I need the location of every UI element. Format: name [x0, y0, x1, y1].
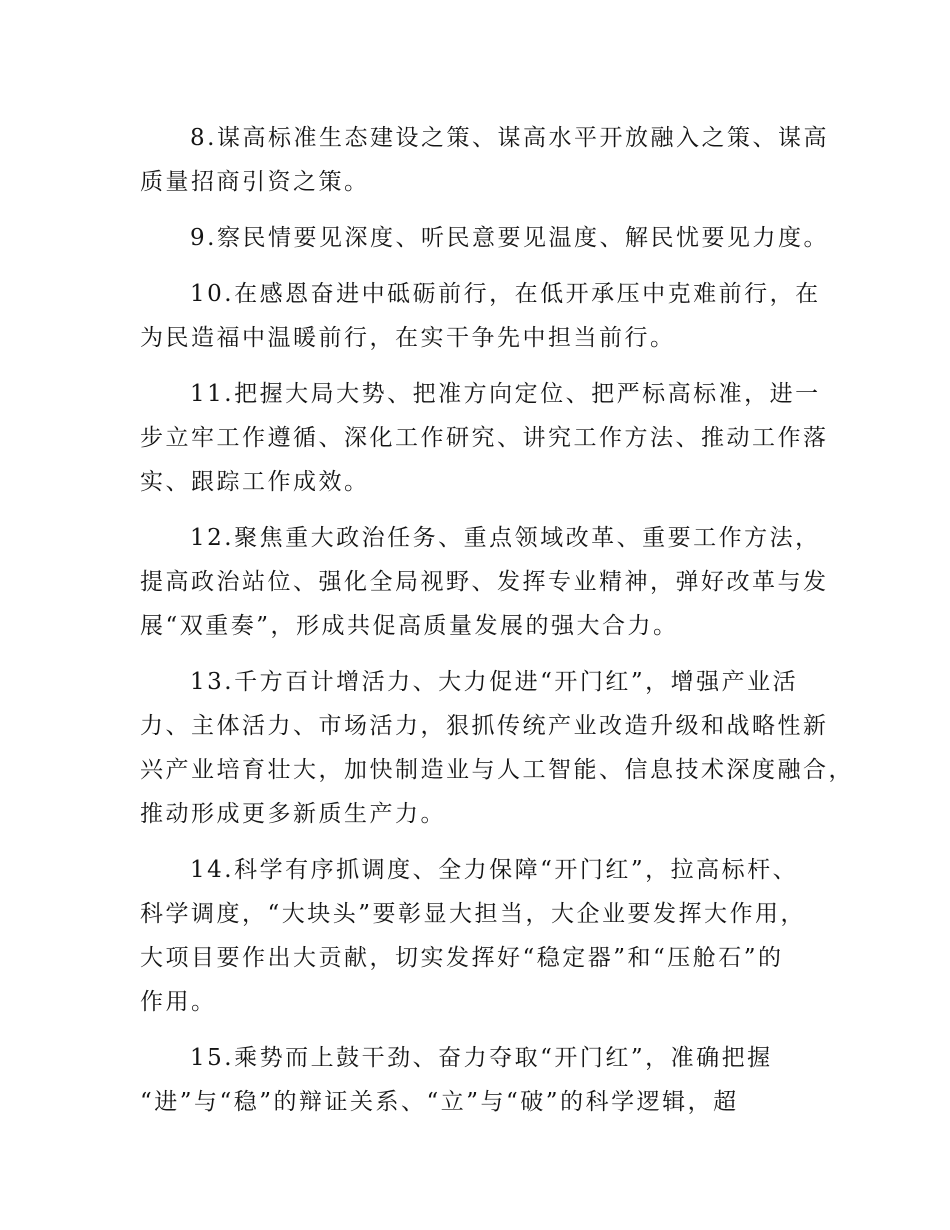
- paragraph-line: 8.谋高标准生态建设之策、谋高水平开放融入之策、谋高: [190, 125, 829, 151]
- paragraph-11: [140, 372, 829, 504]
- paragraph-15: [140, 1036, 810, 1124]
- paragraph-line: “进”与“稳”的辩证关系、“立”与“破”的科学逻辑，超: [140, 1089, 739, 1115]
- paragraph-line: 推动形成更多新质生产力。: [140, 801, 446, 827]
- paragraph-12: [140, 516, 829, 648]
- paragraph-line: 9.察民情要见深度、听民意要见温度、解民忧要见力度。: [190, 225, 829, 251]
- paragraph-line: 提高政治站位、强化全局视野、发挥专业精神，弹好改革与发: [140, 569, 829, 595]
- paragraph-line: 作用。: [140, 989, 217, 1015]
- paragraph-line: 为民造福中温暖前行，在实干争先中担当前行。: [140, 325, 676, 351]
- paragraph-10: [140, 272, 821, 360]
- paragraph-line: 13.千方百计增活力、大力促进“开门红”，增强产业活: [190, 669, 799, 695]
- paragraph-line: 大项目要作出大贡献，切实发挥好“稳定器”和“压舱石”的: [140, 945, 784, 971]
- paragraph-14: [140, 848, 810, 1024]
- paragraph-line: 步立牢工作遵循、深化工作研究、讲究工作方法、推动工作落: [140, 425, 829, 451]
- paragraph-line: 科学调度，“大块头”要彰显大担当，大企业要发挥大作用，: [140, 901, 807, 927]
- paragraph-line: 10.在感恩奋进中砥砺前行，在低开承压中克难前行，在: [190, 281, 821, 307]
- paragraph-line: 力、主体活力、市场活力，狠抓传统产业改造升级和战略性新: [140, 713, 829, 739]
- paragraph-line: 实、跟踪工作成效。: [140, 469, 370, 495]
- paragraph-line: 展“双重奏”，形成共促高质量发展的强大合力。: [140, 613, 679, 639]
- paragraph-line: 兴产业培育壮大，加快制造业与人工智能、信息技术深度融合，: [140, 757, 854, 783]
- paragraph-line: 14.科学有序抓调度、全力保障“开门红”，拉高标杆、: [190, 857, 799, 883]
- paragraph-line: 11.把握大局大势、把准方向定位、把严标高标准，进一: [190, 381, 821, 407]
- paragraph-13: [140, 660, 854, 836]
- paragraph-line: 15.乘势而上鼓干劲、奋力夺取“开门红”，准确把握: [190, 1045, 773, 1071]
- paragraph-line: 质量招商引资之策。: [140, 169, 370, 195]
- paragraph-8: [140, 116, 829, 204]
- paragraph-line: 12.聚焦重大政治任务、重点领域改革、重要工作方法，: [190, 525, 821, 551]
- document-body: [140, 116, 854, 1136]
- paragraph-9: [140, 216, 829, 260]
